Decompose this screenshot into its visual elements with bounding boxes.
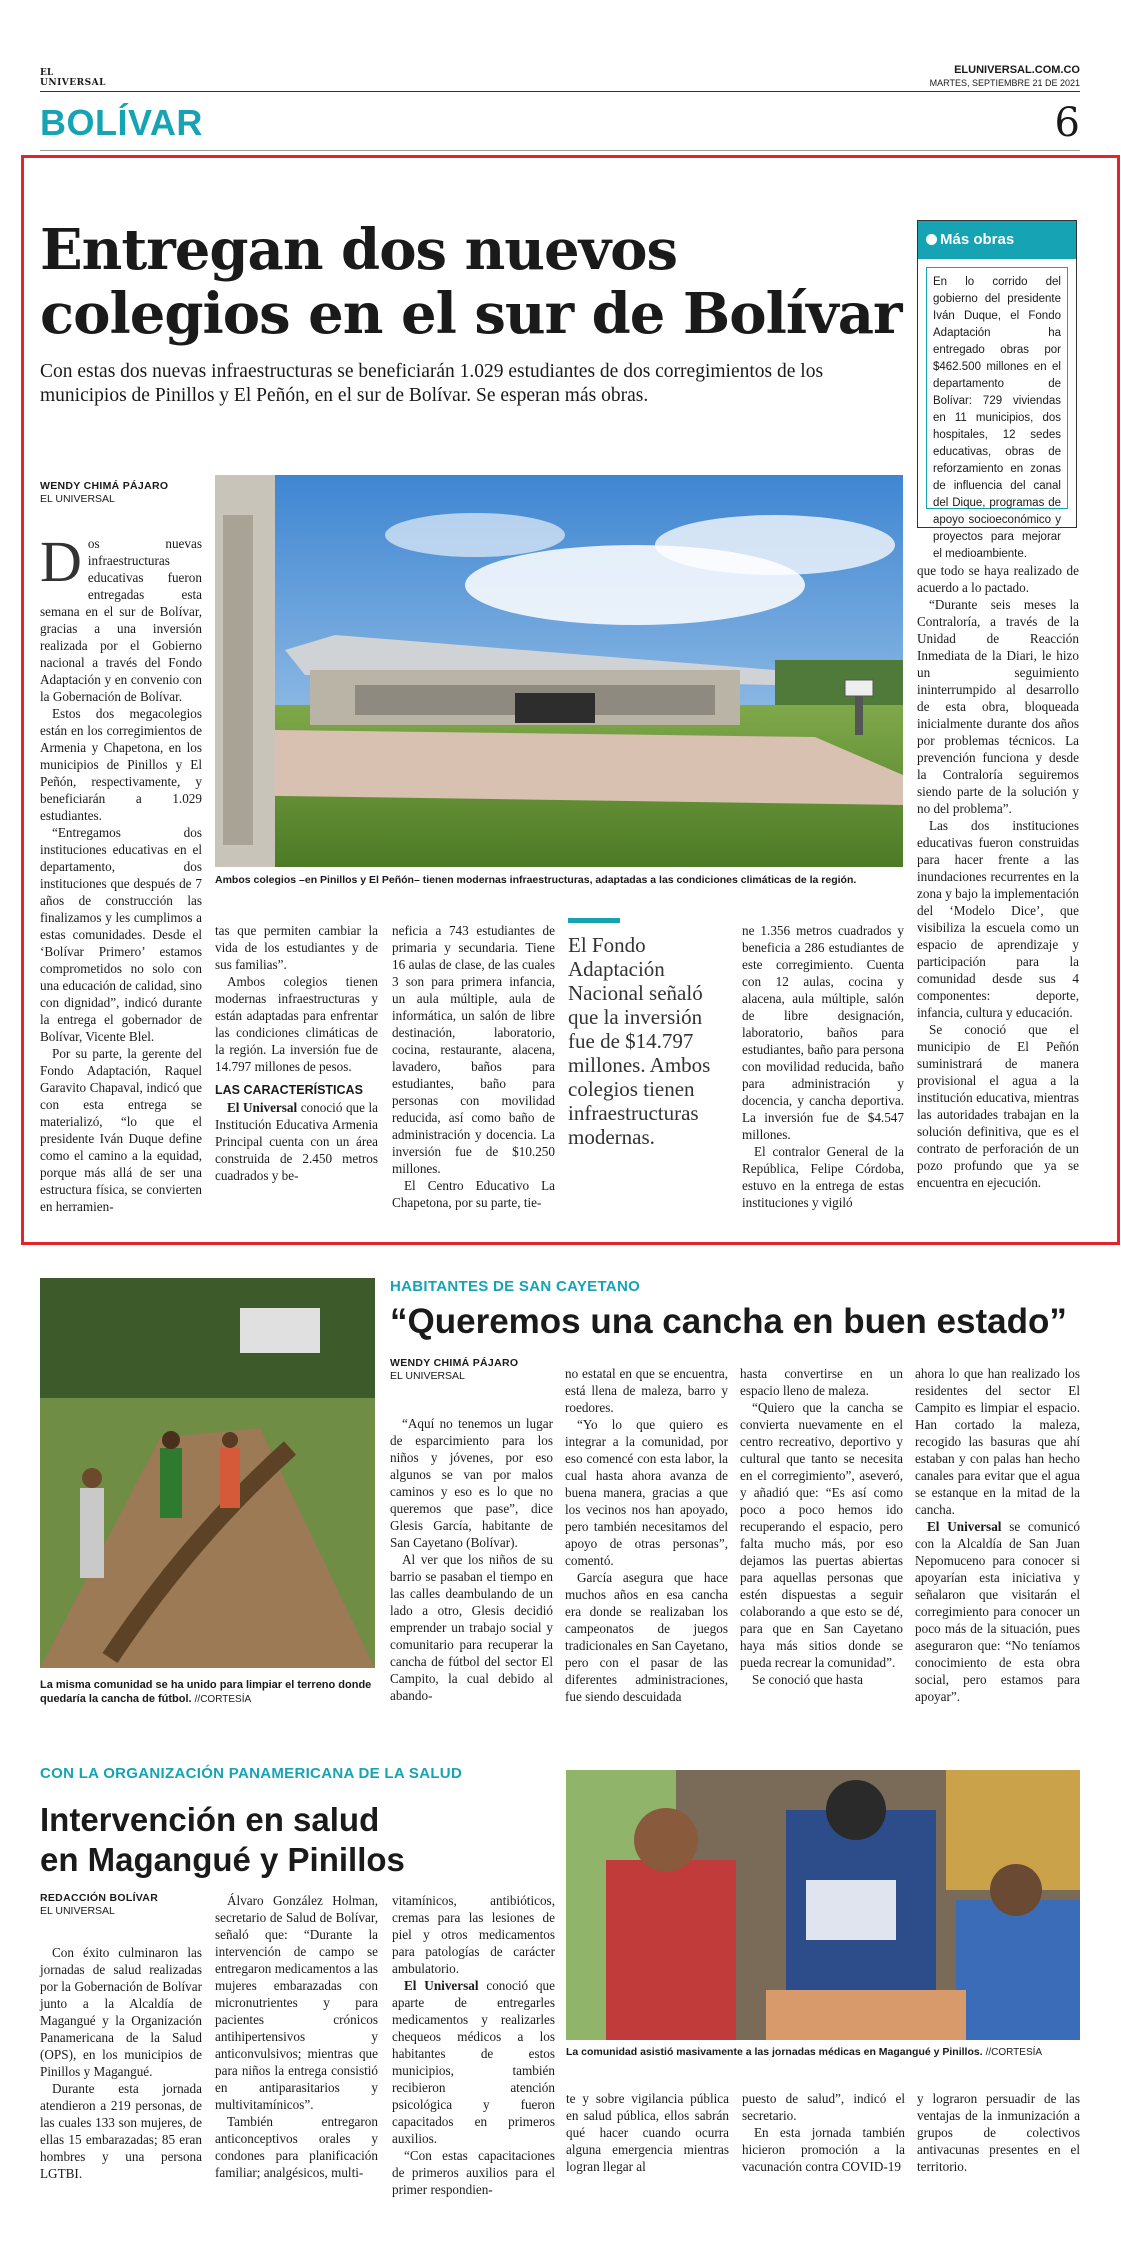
story3-column-4 [566, 2090, 729, 2175]
bold-lead: El Universal [404, 1978, 479, 1993]
main-headline [40, 218, 920, 346]
main-column-2 [215, 922, 378, 1184]
paragraph: En esta jornada también hicieron promoción a la vacunación contra COVID-19 [742, 2125, 905, 2174]
author-outlet: EL UNIVERSAL [390, 1370, 465, 1382]
paragraph: Álvaro González Holman, secretario de Salud de Bolívar, señaló que: “Durante la intervención de campo se entregaron medicamentos a las mujeres embarazadas con micronutrientes y para pacientes crónicos antihipertensivos y anticonvulsivos; mientras que para niños la entrega consistió en antiparasitarios y multivitamínicos”. [215, 1893, 378, 2112]
author-name: WENDY CHIMÁ PÁJARO [40, 480, 169, 492]
story3-column-1 [40, 1944, 202, 2182]
paragraph: “Con estas capacitaciones de primeros auxilios para el primer respondien- [392, 2148, 555, 2197]
author-name: REDACCIÓN BOLÍVAR [40, 1892, 159, 1904]
headline-line-1: Intervención en salud [40, 1801, 380, 1838]
main-deck: Con estas dos nuevas infraestructuras se beneficiarán 1.029 estudiantes de dos corregimientos de los municipios de Pinillos y El Peñón, en el sur de Bolívar. Se esperan más obras. [40, 361, 824, 406]
story3-byline [40, 1892, 200, 1918]
author-outlet: EL UNIVERSAL [40, 1905, 115, 1917]
paragraph: no estatal en que se encuentra, está llena de maleza, barro y roedores. [565, 1366, 728, 1415]
paragraph: Las dos instituciones educativas fueron construidas para hacer frente a las inundaciones recurrentes en la zona y bajo la implementación del ‘Modelo Dice’, que visibiliza la escuela como un espacio de aprendizaje y participación para la comunidad desde sus 4 componentes: deporte, infancia, cultura y educación. [917, 818, 1079, 1020]
story2-photo [40, 1278, 375, 1668]
paragraph: El contralor General de la República, Felipe Córdoba, estuvo en la entrega de estas instituciones y vigiló [742, 1144, 904, 1210]
main-column-3 [392, 922, 555, 1211]
paragraph: te y sobre vigilancia pública en salud pública, ellos sabrán qué hacer cuando ocurra alguna emergencia mientras logran llegar al [566, 2091, 729, 2174]
paragraph: ne 1.356 metros cuadrados y beneficia a 286 estudiantes de este corregimiento. Cuenta con 12 aulas, cocina y alacena, aula múltiple, salón de libre designación, laboratorio, baños para estudiantes, baño para persona con movilidad reducida, baño para administración y docencia, y cancha deportiva. La inversión fue de $4.547 millones. [742, 923, 904, 1142]
paragraph: “Aquí no tenemos un lugar de esparcimiento para los niños y jóvenes, por eso algunos se van por malos caminos y eso es lo que no queremos que pase”, dice Glesis García, habitante de San Cayetano (Bolívar). [390, 1416, 553, 1550]
main-photo [215, 475, 903, 867]
section-rule [40, 150, 1080, 151]
pullquote [568, 918, 728, 1149]
logo-top: EL [40, 68, 54, 78]
paragraph: hasta convertirse en un espacio lleno de maleza. [740, 1366, 903, 1398]
paragraph: Se conoció que hasta [752, 1672, 863, 1687]
main-byline [40, 480, 200, 506]
paragraph: tas que permiten cambiar la vida de los estudiantes y de sus familias”. [215, 923, 378, 972]
main-column-6 [917, 562, 1079, 1191]
headline-line-2: en Magangué y Pinillos [40, 1841, 405, 1878]
story3-column-5 [742, 2090, 905, 2175]
paragraph: El Centro Educativo La Chapetona, por su parte, tie- [392, 1178, 555, 1210]
masthead [40, 60, 1080, 160]
story2-column-3 [740, 1365, 903, 1688]
story2-column-4 [915, 1365, 1080, 1705]
story3-column-2 [215, 1892, 378, 2181]
paragraph: conoció que la Institución Educativa Armenia Principal cuenta con un área construida de 2.450 metros cuadrados y be- [215, 1100, 379, 1183]
paragraph: y lograron persuadir de las ventajas de la inmunización a grupos de colectivos antivacunas presentes en el territorio. [917, 2091, 1080, 2174]
author-name: WENDY CHIMÁ PÁJARO [390, 1357, 519, 1369]
site-url: ELUNIVERSAL.COM.CO [954, 64, 1080, 76]
story2-headline: “Queremos una cancha en buen estado” [390, 1302, 1067, 1341]
logo-bottom: UNIVERSAL [40, 78, 106, 88]
main-column-5 [742, 922, 904, 1211]
paragraph: “Entregamos dos instituciones educativas en el departamento, dos instituciones que después de 7 años de construcción las finalizamos y les cumplimos a estas comunidades. Desde el ‘Bolívar Primero’ estamos comprometidos no solo con una educación de calidad, sino con dignidad”, indicó durante la entrega el gobernador de Bolívar, Vicente Blel. [40, 825, 202, 1044]
newspaper-logo [40, 68, 106, 88]
story3-caption [566, 2045, 1086, 2060]
pullquote-text: El Fondo Adaptación Nacional señaló que la inversión fue de $14.797 millones. Ambos colegios tienen infraestructuras modernas. [568, 933, 711, 1149]
paragraph: “Yo lo que quiero es integrar a la comunidad, por eso comencé con esta labor, la cual hasta ahora avanza de buena manera, gracias a que los vecinos nos han apoyado, pero también necesitamos del apoyo de otras personas”, comentó. [565, 1417, 728, 1568]
photo-credit: //CORTESÍA [985, 2047, 1043, 2058]
paragraph: conoció que aparte de entregarles medicamentos y realizarles chequeos médicos a los habitantes de estos municipios, también recibieron atención psicológica y fueron capacitados en primeros auxilios. [392, 1978, 555, 2146]
paragraph: Al ver que los niños de su barrio se pasaban el tiempo en las calles deambulando de un lado a otro, Glesis decidió emprender un trabajo social y comunitario para recuperar la cancha de fútbol del sector El Campito, la cual debido al abando- [390, 1552, 553, 1703]
caption-text: La comunidad asistió masivamente a las jornadas médicas en Magangué y Pinillos. [566, 2046, 983, 2058]
sidebar-title: Más obras [940, 231, 1015, 248]
bullet-icon [926, 234, 937, 245]
paragraph: Durante esta jornada atendieron a 219 personas, de las cuales 133 son mujeres, de ellas 15 embarazadas; 85 eran hombres y una persona LGTBI. [40, 2081, 202, 2181]
paragraph: vitamínicos, antibióticos, cremas para las lesiones de piel y otros medicamentos para patologías de carácter ambulatorio. [392, 1893, 555, 1976]
drop-cap: D [40, 529, 82, 594]
headline-line-1: Entregan dos nuevos [40, 217, 678, 283]
sidebar-text: En lo corrido del gobierno del presidente Iván Duque, el Fondo Adaptación ha entregado obras por $462.500 millones en el departamento de Bolívar: 729 viviendas en 11 municipios, dos hospitales, 12 sedes educativas, obras de reforzamiento en zonas de influencia del canal del Dique, programas de apoyo socioeconómico y proyectos para mejorar el medioambiente. [926, 267, 1068, 509]
main-column-1 [40, 529, 202, 1215]
paragraph: “Quiero que la cancha se convierta nuevamente en el centro recreativo, deportivo y cultural que tanto se necesita en el corregimiento”, aseveró, y añadió que: “Es así como poco a poco hemos ido recuperando el espacio, pero falta mucho más, por eso dejamos las puertas abiertas para aquellas personas que estén dispuestas a seguir colaborando a que esto se dé, para que en San Cayetano haya más sitios donde se pueda recrear la comunidad”. [740, 1400, 903, 1670]
caption-text: Ambos colegios –en Pinillos y El Peñón– tienen modernas infraestructuras, adaptadas a las condiciones climáticas de la región. [215, 874, 857, 886]
paragraph: que todo se haya realizado de acuerdo a lo pactado. [917, 563, 1079, 595]
paragraph: os nuevas infraestructuras educativas fueron entregadas esta semana en el sur de Bolívar, gracias a una inversión realizada por el Gobierno nacional a través del Fondo Adaptación y en convenio con la Gobernación de Bolívar. [40, 536, 202, 704]
paragraph: puesto de salud”, indicó el secretario. [742, 2091, 905, 2123]
sidebar-header [918, 221, 1076, 259]
paragraph: se comunicó con la Alcaldía de San Juan Nepomuceno para conocer si apoyarían esta iniciativa y señalaron que visitarán el corregimiento para conocer un poco más de la situación, pues aseguraron que: “No teníamos conocimiento de esta obra social, pero estamos para apoyar”. [915, 1519, 1080, 1704]
paragraph: Por su parte, la gerente del Fondo Adaptación, Raquel Garavito Chapaval, indicó que con esta entrega se materializó, “lo que el presidente Iván Duque define como el camino a la equidad, porque más allá de ser una estructura física, se convierten en herramien- [40, 1046, 202, 1214]
masthead-rule [40, 91, 1080, 92]
paragraph: “Durante seis meses la Contraloría, a través de la Unidad de Reacción Inmediata de la Diari, le hizo un seguimiento ininterrumpido al desarrollo de esta obra, bloqueada inicialmente durante dos años por problemas técnicos. La prevención funciona y desde la Contraloría seguiremos siendo parte de la solución y no del problema”. [917, 597, 1079, 816]
paragraph: Estos dos megacolegios están en los corregimientos de Armenia y Chapetona, en los municipios de Pinillos y El Peñón, respectivamente, y beneficiarán a 1.029 estudiantes. [40, 706, 202, 823]
paragraph: Con éxito culminaron las jornadas de salud realizadas por la Gobernación de Bolívar junto a la Alcaldía de Magangué y la Organización Panamericana de la Salud (OPS), en los municipios de Pinillos y Magangué. [40, 1945, 202, 2079]
story2-column-2 [565, 1365, 728, 1705]
story3-column-3 [392, 1892, 555, 2198]
story3-photo [566, 1770, 1080, 2040]
section-title: BOLÍVAR [40, 102, 203, 143]
photo-credit: //CORTESÍA [194, 1694, 252, 1705]
story2-kicker: HABITANTES DE SAN CAYETANO [390, 1278, 641, 1295]
school-building-photo [215, 475, 903, 867]
paragraph: También entregaron anticonceptivos orales y condones para planificación familiar; analgésicos, multi- [215, 2114, 378, 2180]
paragraph: neficia a 743 estudiantes de primaria y secundaria. Tiene 16 aulas de clase, de las cuales 3 son para primera infancia, un aula múltiple, aula de informática, un salón de libre destinación, laboratorio, cocina, restaurante, alacena, lavadero, baños para estudiantes, baño para personas con movilidad reducida, así como baño de administración y docencia. La inversión fue de $10.250 millones. [392, 923, 555, 1176]
story2-byline [390, 1357, 550, 1383]
author-outlet: EL UNIVERSAL [40, 493, 115, 505]
sidebar-box [917, 220, 1077, 560]
bold-lead: El Universal [227, 1100, 298, 1115]
paragraph: Se conoció que el municipio de El Peñón suministrará de manera provisional el agua a la institución educativa, mientras las autoridades trabajan en la solución definitiva, que es el contrato de perforación de un pozo profundo que ya se encuentra en ejecución. [917, 1022, 1079, 1190]
paragraph: García asegura que hace muchos años en esa cancha era donde se realizaban los campeonatos de juegos tradicionales en San Cayetano, pero con el pasar de las diferentes administraciones, fue siendo descuidada [565, 1570, 728, 1704]
caption-text: La misma comunidad se ha unido para limpiar el terreno donde quedaría la cancha de fútbol. [40, 1679, 372, 1705]
story2-caption [40, 1678, 375, 1707]
story3-kicker: CON LA ORGANIZACIÓN PANAMERICANA DE LA SALUD [40, 1765, 463, 1782]
subheading: LAS CARACTERÍSTICAS [215, 1083, 363, 1097]
story3-headline [40, 1800, 560, 1880]
health-clinic-photo [566, 1770, 1080, 2040]
bold-lead: El Universal [927, 1519, 1002, 1534]
pullquote-bar [568, 918, 620, 923]
main-photo-caption [215, 873, 905, 887]
paragraph: Ambos colegios tienen modernas infraestructuras y están adaptadas para enfrentar las condiciones climáticas de la región. La inversión fue de 14.797 millones de pesos. [215, 974, 378, 1074]
issue-date: MARTES, SEPTIEMBRE 21 DE 2021 [929, 78, 1080, 88]
page-number: 6 [1054, 100, 1080, 146]
field-cleanup-photo [40, 1278, 375, 1668]
story2-column-1 [390, 1415, 553, 1704]
headline-line-2: colegios en el sur de Bolívar [40, 281, 902, 347]
paragraph: ahora lo que han realizado los residentes del sector El Campito es limpiar el espacio. Han cortado la maleza, recogido las basuras que ahí estaban y con palas han hecho canales para evitar que el agua se estanque en la mitad de la cancha. [915, 1366, 1080, 1517]
story3-column-6 [917, 2090, 1080, 2175]
